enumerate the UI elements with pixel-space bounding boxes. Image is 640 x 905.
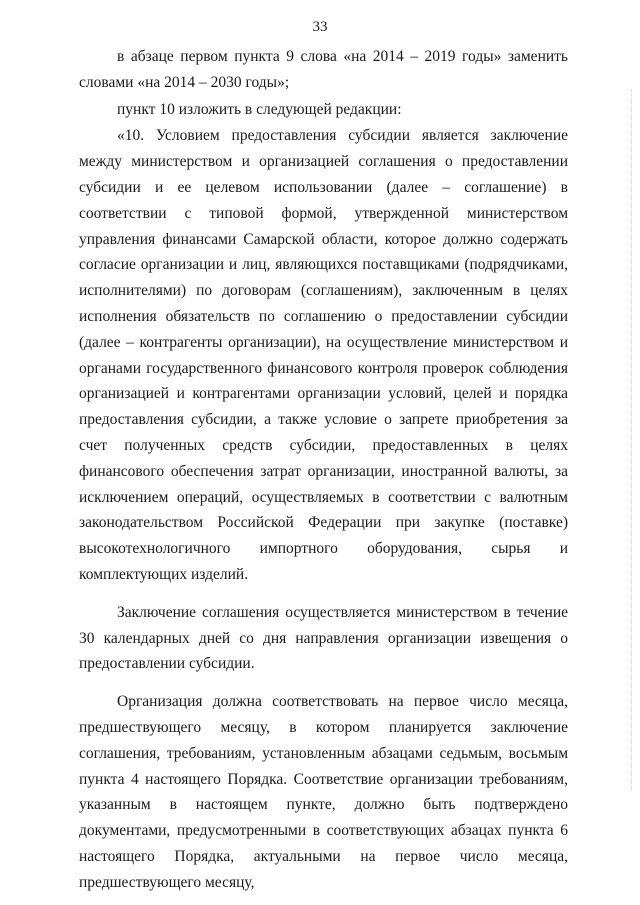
paragraph-clause-10-text: «10. Условием предоставления субсидии является заключение между министерством и организацией соглашения о предоставлении субсидии и ее целевом использовании (далее – соглашение) в соответствии с типовой формой, утвержденной министерством управления финансами Самарской области, которое должно содержать согласие организации и лиц, являющихся поставщиками (подрядчиками, исполнителями) по договорам (соглашениям), заключенным в целях исполнения обязательств по соглашению о предоставлении субсидии (далее – контрагенты организации), на осуществление министерством и органами государственного финансового контроля проверок соблюдения организацией и контрагентами организации условий, целей и порядка предоставления субсидии, а также условие о запрете приобретения за счет полученных средств субсидии, предоставленных в целях финансового обеспечения затрат организации, иностранной валюты, за исключением операций, осуществляемых в соответствии с валютным законодательством Российской Федерации при закупке (поставке) высокотехнологичного импортного оборудования, сырья и комплектующих изделий. — [79, 127, 568, 583]
document-body — [79, 44, 568, 896]
paragraph-organization-requirements: Организация должна соответствовать на первое число месяца, предшествующего месяцу, в котором планируется заключение соглашения, требованиям, установленным абзацами седьмым, восьмым пункта 4 настоящего Порядка. Соответствие организации требованиям, указанным в настоящем пункте, должно быть подтверждено документами, предусмотренными в соответствующих абзацах пункта 6 настоящего Порядка, актуальными на первое число месяца, предшествующего месяцу, — [79, 693, 568, 891]
page-number: 33 — [312, 19, 328, 35]
scan-edge-marks — [629, 90, 632, 790]
paragraph-agreement-term: Заключение соглашения осуществляется министерством в течение 30 календарных дней со дня направления организации извещения о предоставлении субсидии. — [79, 603, 568, 673]
paragraph-clause-10-intro: пункт 10 изложить в следующей редакции: — [117, 100, 402, 118]
paragraph-amend-clause-9: в абзаце первом пункта 9 слова «на 2014 – 2019 годы» заменить словами «на 2014 – 2030 годы»; — [79, 48, 568, 91]
